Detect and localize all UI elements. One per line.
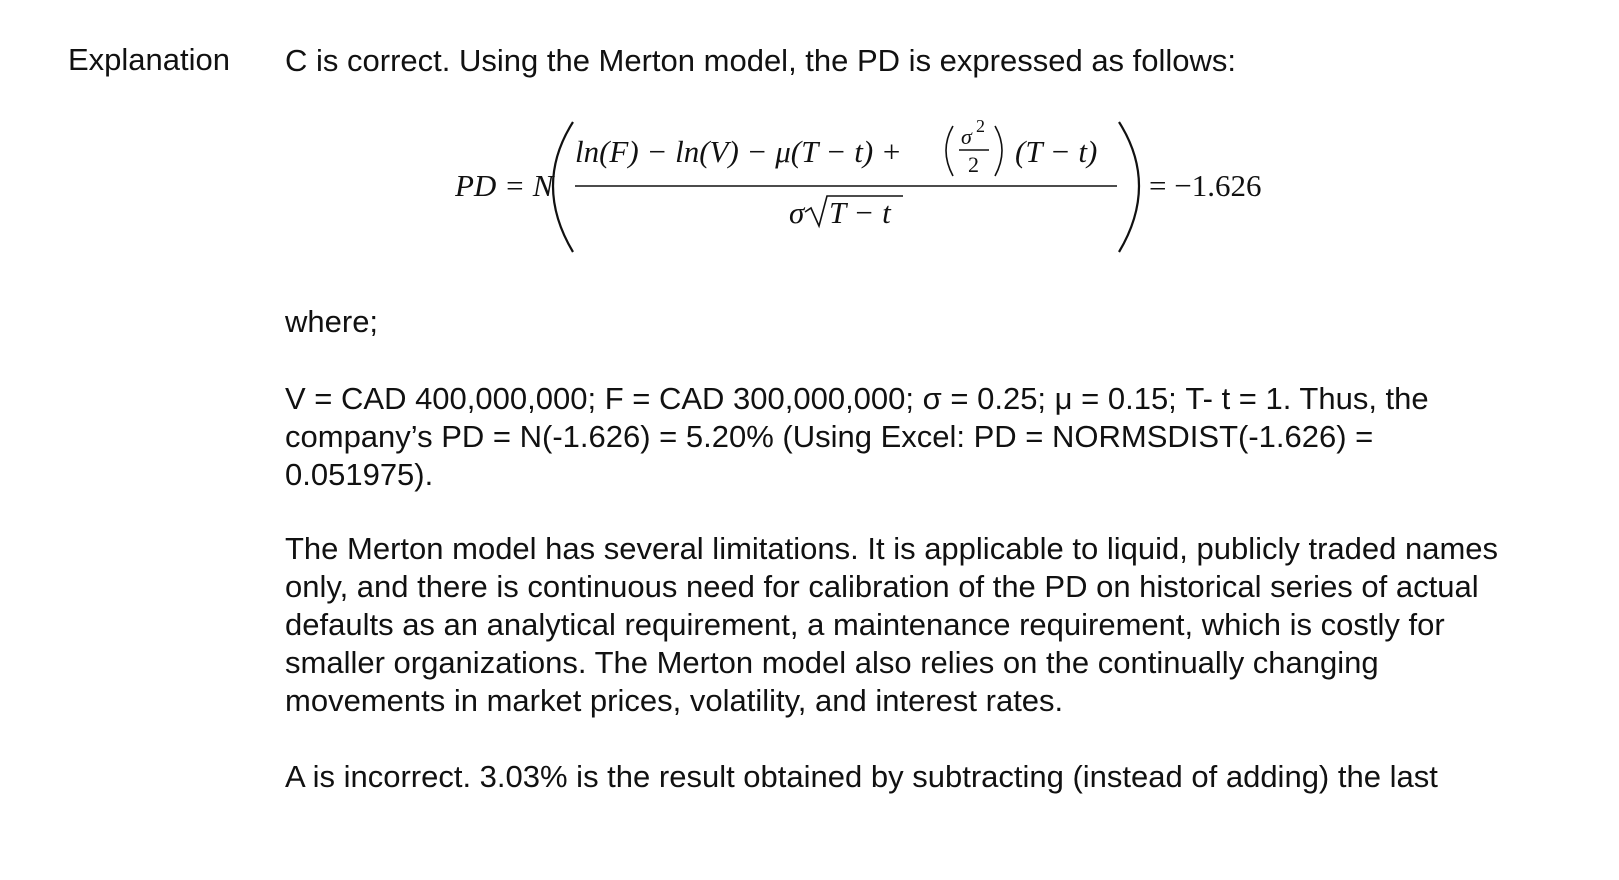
formula-numerator-tail: (T − t) <box>1015 134 1098 169</box>
where-text: where; <box>285 304 379 339</box>
limitations-text: The Merton model has several limitations. It is applicable to liquid, publicly traded names only, and there is continuous need for calibration of the PD on historical series of actual defaults as an analytical requirement, a maintenance requirement, which is costly for smaller organizations. The Merton model also relies on the continually changing movements in market prices, volatility, and interest rates. <box>285 531 1499 718</box>
formula-sigma-exp: 2 <box>976 120 985 136</box>
left-paren <box>553 122 573 252</box>
formula-result: = −1.626 <box>1149 168 1262 203</box>
explanation-label: Explanation <box>68 42 231 77</box>
small-left-paren <box>946 126 953 176</box>
small-right-paren <box>995 126 1002 176</box>
formula-denominator-radicand: T − t <box>829 195 891 230</box>
formula-numerator-main: ln(F) − ln(V) − μ(T − t) + <box>575 134 902 169</box>
right-paren <box>1119 122 1139 252</box>
pd-formula <box>455 120 1355 280</box>
formula-denominator-sigma: σ <box>789 195 805 230</box>
parameters-text: V = CAD 400,000,000; F = CAD 300,000,000; σ = 0.25; μ = 0.15; T- t = 1. Thus, the company’s PD = N(-1.626) = 5.20% (Using Excel: PD = NORMSDIST(-1.626) = 0.051975). <box>285 381 1429 492</box>
intro-text: C is correct. Using the Merton model, the PD is expressed as follows: <box>285 43 1237 78</box>
formula-lhs: PD = N <box>455 168 554 203</box>
formula-denominator-two: 2 <box>968 152 979 177</box>
incorrect-a-text: A is incorrect. 3.03% is the result obtained by subtracting (instead of adding) the last <box>285 759 1438 794</box>
formula-sigma: σ <box>961 124 972 149</box>
